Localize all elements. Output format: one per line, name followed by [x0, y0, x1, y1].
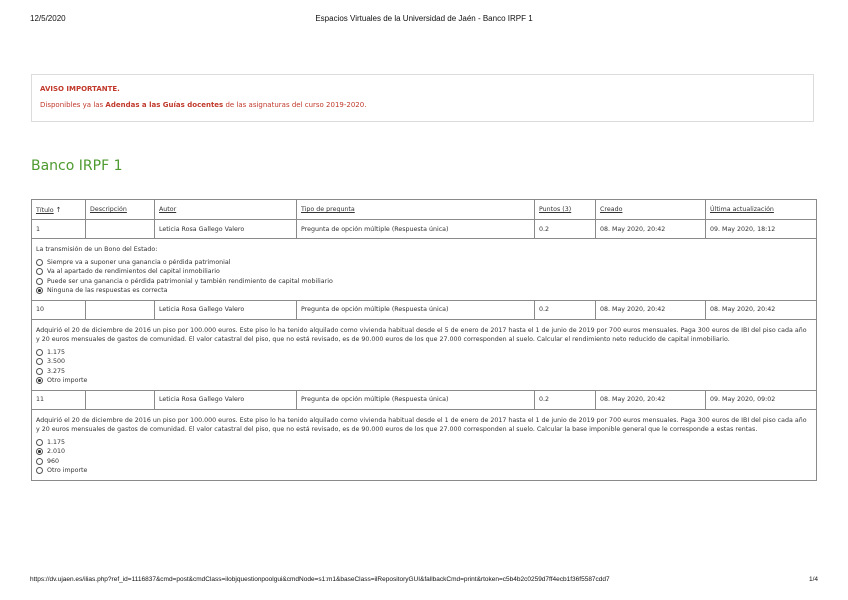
page-number: 1/4: [808, 576, 818, 583]
answer-option: Otro importe: [36, 376, 812, 386]
question-description: [86, 300, 155, 319]
question-text: Adquirió el 20 de diciembre de 2016 un piso por 100.000 euros. Este piso lo ha tenido alquilado como vivienda habitual desde el 5 de enero de 2017 hasta el 1 de junio de 2019 por 700 euros mensuales. Paga 300 euros de IBI del piso cada año y 20 euros mensuales de gastos de comunidad. El valor catastral del piso, que no está revisado, es de 90.000 euros de los que 27.000 corresponden al suelo. Calcular el rendimiento neto reducido de capital inmobiliario.: [36, 326, 807, 343]
answer-option: 3.275: [36, 367, 812, 377]
radio-icon: [36, 458, 43, 465]
radio-selected-icon: [36, 287, 43, 294]
header-created[interactable]: Creado: [596, 200, 706, 220]
table-row: [32, 220, 817, 239]
radio-icon: [36, 349, 43, 356]
radio-icon: [36, 259, 43, 266]
question-updated: 09. May 2020, 18:12: [706, 220, 817, 239]
question-description: [86, 390, 155, 409]
print-date: 12/5/2020: [30, 14, 66, 23]
print-url: https://dv.ujaen.es/ilias.php?ref_id=1116837&cmd=post&cmdClass=ilobjquestionpoolgui&cmdNode=s1:m1&baseClass=ilRepositoryGUI&fallbackCmd=print&rtoken=c5b4b2c0259d7ff4ecb1f36f5587cdd7: [30, 576, 610, 583]
header-points[interactable]: Puntos (3): [535, 200, 596, 220]
radio-icon: [36, 368, 43, 375]
question-points: 0.2: [535, 220, 596, 239]
page-title: Banco IRPF 1: [31, 158, 123, 175]
radio-icon: [36, 439, 43, 446]
question-updated: 08. May 2020, 20:42: [706, 300, 817, 319]
radio-selected-icon: [36, 377, 43, 384]
notice-text-suffix: de las asignaturas del curso 2019-2020.: [223, 101, 367, 109]
answer-option: Puede ser una ganancia o pérdida patrimonial y también rendimiento de capital mobiliario: [36, 277, 812, 287]
question-author: Leticia Rosa Gallego Valero: [155, 220, 297, 239]
table-header-row: [32, 200, 817, 220]
radio-icon: [36, 268, 43, 275]
answer-option: Va al apartado de rendimientos del capital inmobiliario: [36, 267, 812, 277]
print-header: [30, 14, 818, 26]
answer-option: Siempre va a suponer una ganancia o pérdida patrimonial: [36, 258, 812, 268]
table-row: [32, 390, 817, 409]
question-type: Pregunta de opción múltiple (Respuesta única): [297, 300, 535, 319]
notice-text-prefix: Disponibles ya las: [40, 101, 106, 109]
question-table: [31, 199, 817, 481]
notice-title: AVISO IMPORTANTE.: [40, 85, 120, 93]
table-row: [32, 300, 817, 319]
header-question-type[interactable]: Tipo de pregunta: [297, 200, 535, 220]
question-body: [32, 319, 817, 390]
question-title: 10: [32, 300, 86, 319]
answer-option: 1.175: [36, 438, 812, 448]
notice-text: [40, 101, 366, 109]
question-title: 11: [32, 390, 86, 409]
question-author: Leticia Rosa Gallego Valero: [155, 300, 297, 319]
notice-link-adendas[interactable]: Adendas a las Guías docentes: [105, 101, 224, 109]
radio-icon: [36, 358, 43, 365]
answer-option: Otro importe: [36, 466, 812, 476]
answer-option: 3.500: [36, 357, 812, 367]
question-author: Leticia Rosa Gallego Valero: [155, 390, 297, 409]
question-title: 1: [32, 220, 86, 239]
answer-option: 2.010: [36, 447, 812, 457]
radio-icon: [36, 467, 43, 474]
radio-selected-icon: [36, 448, 43, 455]
question-type: Pregunta de opción múltiple (Respuesta única): [297, 220, 535, 239]
question-body: [32, 409, 817, 480]
question-created: 08. May 2020, 20:42: [596, 220, 706, 239]
question-points: 0.2: [535, 300, 596, 319]
question-text: Adquirió el 20 de diciembre de 2016 un piso por 100.000 euros. Este piso lo ha tenido alquilado como vivienda habitual desde el 1 de enero de 2017 hasta el 1 de junio de 2019 por 700 euros mensuales. Paga 300 euros de IBI del piso cada año y 20 euros mensuales de gastos de comunidad. El valor catastral del piso, que no está revisado, es de 90.000 euros de los que 27.000 corresponden al suelo. Calcular la base imponible general que le corresponde a estas rentas.: [36, 416, 807, 433]
answer-option: 1.175: [36, 348, 812, 358]
question-body-row: [32, 239, 817, 301]
question-description: [86, 220, 155, 239]
header-author[interactable]: Autor: [155, 200, 297, 220]
question-body-row: [32, 319, 817, 390]
question-points: 0.2: [535, 390, 596, 409]
question-created: 08. May 2020, 20:42: [596, 390, 706, 409]
important-notice: [31, 74, 814, 122]
question-type: Pregunta de opción múltiple (Respuesta única): [297, 390, 535, 409]
header-description[interactable]: Descripción: [86, 200, 155, 220]
question-body: [32, 239, 817, 301]
print-title: Espacios Virtuales de la Universidad de Jaén - Banco IRPF 1: [315, 14, 533, 23]
header-title[interactable]: Título ↑: [32, 200, 86, 220]
answer-option: Ninguna de las respuestas es correcta: [36, 286, 812, 296]
question-body-row: [32, 409, 817, 480]
question-created: 08. May 2020, 20:42: [596, 300, 706, 319]
question-updated: 09. May 2020, 09:02: [706, 390, 817, 409]
header-updated[interactable]: Última actualización: [706, 200, 817, 220]
answer-option: 960: [36, 457, 812, 467]
radio-icon: [36, 278, 43, 285]
question-text: La transmisión de un Bono del Estado:: [36, 246, 158, 253]
sort-up-icon[interactable]: ↑: [55, 205, 62, 214]
